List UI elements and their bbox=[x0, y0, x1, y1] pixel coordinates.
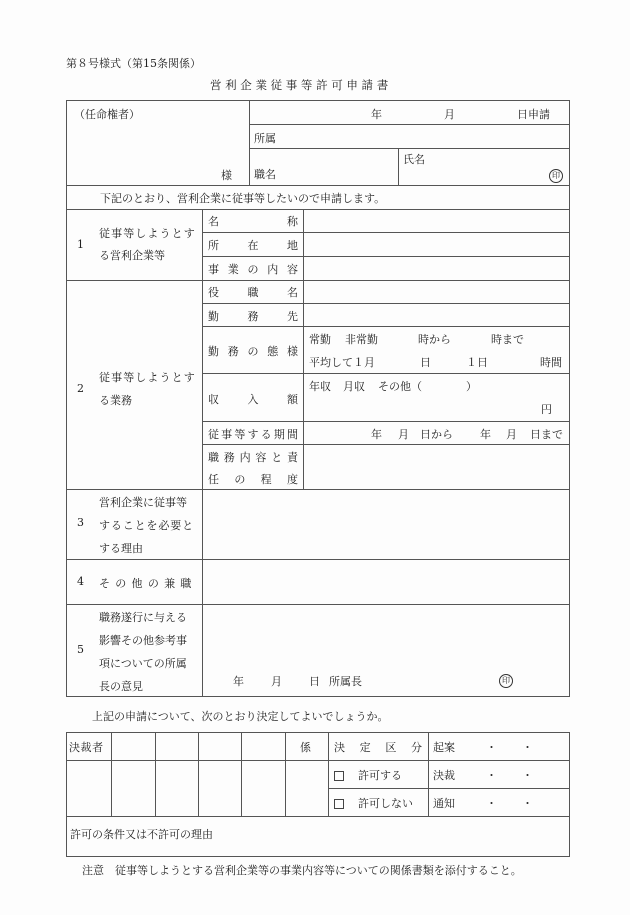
decision-prompt: 上記の申請について、次のとおり決定してよいでしょうか。 bbox=[92, 710, 389, 723]
other-income-option[interactable]: その他（ bbox=[378, 380, 422, 393]
staff-label: 係 bbox=[300, 741, 311, 754]
decided-label: 決裁 bbox=[433, 769, 455, 782]
form-title: 営 利 企 業 従 事 等 許 可 申 請 書 bbox=[210, 78, 389, 92]
period-label: 従事等する期間 bbox=[208, 428, 298, 441]
deny-label: 許可しない bbox=[358, 797, 413, 810]
workplace-label: 勤 務 先 bbox=[208, 310, 298, 323]
from-hour: 時から bbox=[418, 333, 451, 346]
company-name-label: 名 称 bbox=[208, 215, 298, 228]
opinion-month: 月 bbox=[271, 675, 282, 688]
intro-text: 下記のとおり、営利企業に従事等したいので申請します。 bbox=[100, 192, 386, 205]
apply-year: 年 bbox=[371, 108, 382, 121]
section2-label-line2: る業務 bbox=[99, 394, 132, 407]
to-hour: 時まで bbox=[491, 333, 524, 346]
duty-label-line1: 職務内容と責 bbox=[208, 451, 298, 464]
section5-label-line4: 長の意見 bbox=[99, 680, 143, 693]
company-address-label: 所 在 地 bbox=[208, 239, 298, 252]
hours-unit: 時間 bbox=[540, 356, 562, 369]
section3-label-line3: する理由 bbox=[99, 542, 143, 555]
apply-day: 日申請 bbox=[517, 108, 550, 121]
section2-number: 2 bbox=[77, 382, 84, 395]
section5-label-line1: 職務遂行に与える bbox=[99, 611, 187, 624]
deny-checkbox[interactable] bbox=[334, 799, 344, 809]
permit-checkbox[interactable] bbox=[334, 771, 344, 781]
section3-label-line2: することを必要と bbox=[99, 519, 195, 532]
period-end-year: 年 bbox=[480, 428, 491, 441]
notice-label: 通知 bbox=[433, 797, 455, 810]
section5-number: 5 bbox=[77, 643, 84, 656]
annual-income-option[interactable]: 年収 bbox=[309, 380, 331, 393]
notice-dot-2: ・ bbox=[522, 797, 533, 810]
period-end-month: 月 bbox=[506, 428, 517, 441]
draft-dot-2: ・ bbox=[522, 741, 533, 754]
section3-label-line1: 営利企業に従事等 bbox=[99, 496, 187, 509]
monthly-income-option[interactable]: 月収 bbox=[343, 380, 365, 393]
affiliation-field[interactable]: 所属 bbox=[254, 132, 276, 145]
section4-label: その他の兼職 bbox=[99, 577, 197, 590]
approver-label: 決裁者 bbox=[69, 741, 104, 754]
apply-month: 月 bbox=[444, 108, 455, 121]
position-field[interactable]: 職名 bbox=[254, 168, 276, 181]
seal-icon: 印 bbox=[549, 169, 563, 183]
section1-label-line2: る営利企業等 bbox=[99, 249, 165, 262]
fulltime-option[interactable]: 常勤 bbox=[309, 333, 331, 346]
opinion-year: 年 bbox=[233, 675, 244, 688]
notice-dot-1: ・ bbox=[486, 797, 497, 810]
deny-option[interactable] bbox=[334, 795, 413, 811]
permit-option[interactable] bbox=[334, 767, 402, 783]
draft-dot-1: ・ bbox=[486, 741, 497, 754]
company-business-label: 事業の内容 bbox=[208, 263, 298, 276]
decided-dot-2: ・ bbox=[522, 769, 533, 782]
section5-label-line2: 影響その他参考事 bbox=[99, 634, 187, 647]
permit-label: 許可する bbox=[358, 769, 402, 782]
other-income-close: ） bbox=[466, 380, 477, 393]
yen-unit: 円 bbox=[541, 403, 552, 416]
draft-label: 起案 bbox=[433, 741, 455, 754]
section1-label-line1: 従事等しようとす bbox=[99, 227, 196, 240]
income-label: 収 入 額 bbox=[208, 393, 298, 406]
form-number: 第８号様式（第15条関係） bbox=[66, 57, 201, 70]
section1-number: 1 bbox=[77, 238, 84, 251]
days-unit: 日 bbox=[420, 356, 431, 369]
work-style-label: 勤務の態様 bbox=[208, 345, 298, 358]
per-day: １日 bbox=[466, 356, 488, 369]
parttime-option[interactable]: 非常勤 bbox=[345, 333, 378, 346]
period-start-year: 年 bbox=[371, 428, 382, 441]
attachment-note: 注意 従事等しようとする営利企業等の事業内容等についての関係書類を添付すること。 bbox=[82, 864, 522, 877]
section4-number: 4 bbox=[77, 575, 84, 588]
period-start-day: 日から bbox=[420, 428, 453, 441]
post-label: 役 職 名 bbox=[208, 286, 298, 299]
period-end-day: 日まで bbox=[530, 428, 563, 441]
chief-seal-icon: 印 bbox=[499, 674, 513, 688]
section2-label-line1: 従事等しようとす bbox=[99, 371, 196, 384]
avg-month: 平均して１月 bbox=[309, 356, 375, 369]
decision-type-label: 決 定 区 分 bbox=[334, 741, 422, 754]
decided-dot-1: ・ bbox=[486, 769, 497, 782]
conditions-label: 許可の条件又は不許可の理由 bbox=[70, 828, 213, 841]
section3-number: 3 bbox=[77, 516, 84, 529]
chief-label: 所属長 bbox=[329, 675, 362, 688]
period-start-month: 月 bbox=[398, 428, 409, 441]
section5-label-line3: 項についての所属 bbox=[99, 657, 187, 670]
opinion-day: 日 bbox=[309, 675, 320, 688]
name-field[interactable]: 氏名 bbox=[403, 153, 425, 166]
duty-label-line2: 任 の 程 度 bbox=[208, 473, 298, 486]
sama-label: 様 bbox=[221, 169, 232, 182]
appointer-label: （任命権者） bbox=[74, 108, 140, 121]
